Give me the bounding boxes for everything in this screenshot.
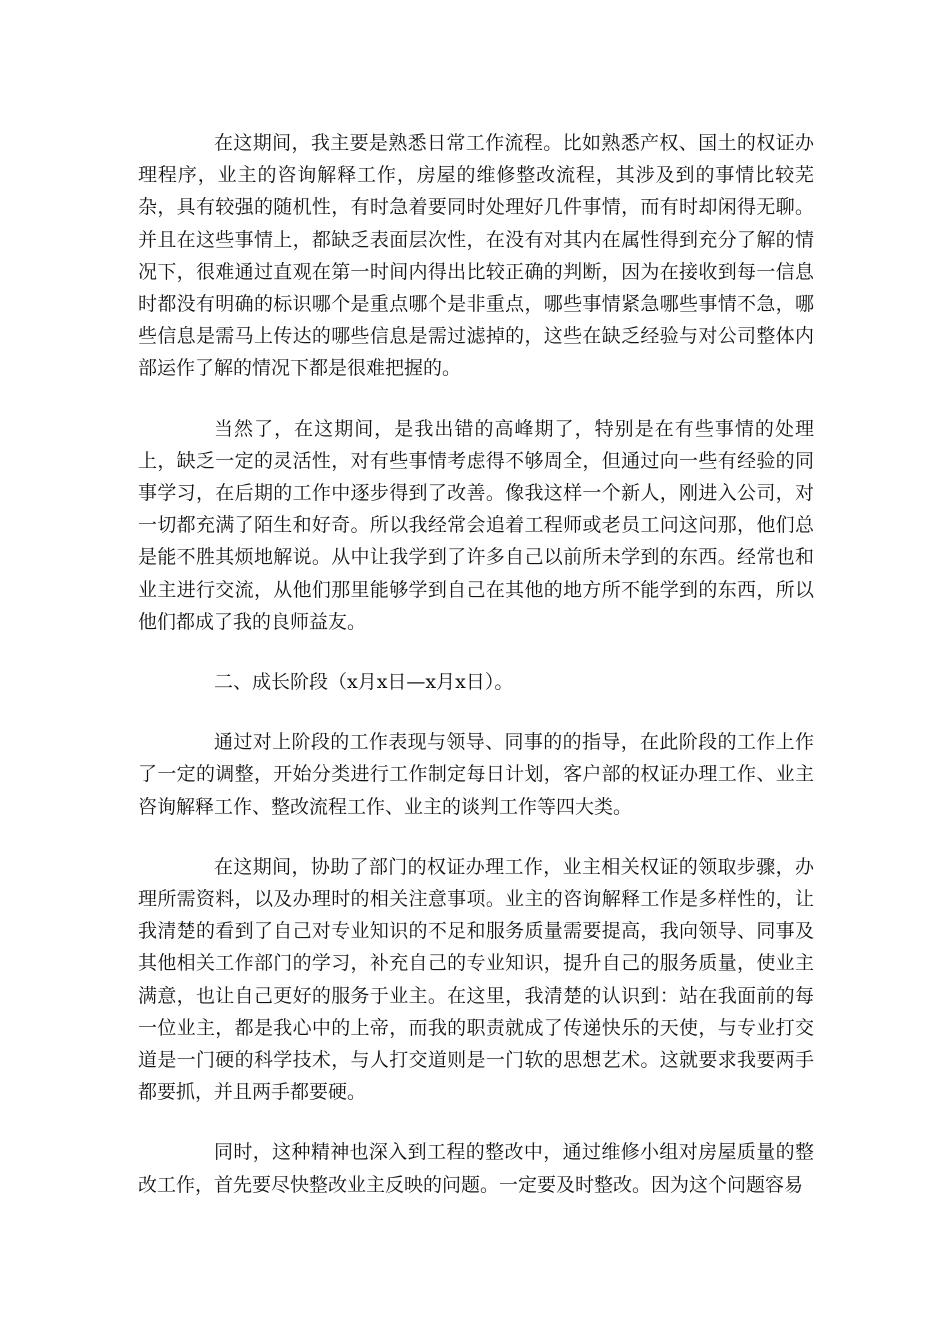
section-heading-growth-stage: 二、成长阶段（x月x日—x月x日）。: [214, 671, 514, 694]
paragraph-adjustment: 通过对上阶段的工作表现与领导、同事的的指导，在此阶段的工作上作了一定的调整，开始分类进行工作制定每日计划，客户部的权证办理工作、业主咨询解释工作、整改流程工作、业主的谈判工作等四大类。: [138, 731, 814, 818]
paragraph-error-peak: 当然了，在这期间，是我出错的高峰期了，特别是在有些事情的处理上，缺乏一定的灵活性，对有些事情考虑得不够周全，但通过向一些有经验的同事学习，在后期的工作中逐步得到了改善。像我这样一个新人，刚进入公司，对一切都充满了陌生和好奇。所以我经常会追着工程师或老员工问这问那，他们总是能不胜其烦地解说。从中让我学到了许多自己以前所未学到的东西。经常也和业主进行交流，从他们那里能够学到自己在其他的地方所不能学到的东西，所以他们都成了我的良师益友。: [138, 417, 814, 633]
document-body: [138, 127, 814, 1229]
paragraph-familiarization: 在这期间，我主要是熟悉日常工作流程。比如熟悉产权、国土的权证办理程序，业主的咨询解释工作，房屋的维修整改流程，其涉及到的事情比较芜杂，具有较强的随机性，有时急着要同时处理好几件事情，而有时却闲得无聊。并且在这些事情上，都缺乏表面层次性，在没有对其内在属性得到充分了解的情况下，很难通过直观在第一时间内得出比较正确的判断，因为在接收到每一信息时都没有明确的标识哪个是重点哪个是非重点，哪些事情紧急哪些事情不急，哪些信息是需马上传达的哪些信息是需过滤掉的，这些在缺乏经验与对公司整体内部运作了解的情况下都是很难把握的。: [138, 132, 814, 380]
paragraph-rectification: 同时，这种精神也深入到工程的整改中，通过维修小组对房屋质量的整改工作，首先要尽快整改业主反映的问题。一定要及时整改。因为这个问题容易: [138, 1141, 814, 1196]
paragraph-certificate-work: 在这期间，协助了部门的权证办理工作，业主相关权证的领取步骤，办理所需资料，以及办理时的相关注意事项。业主的咨询解释工作是多样性的，让我清楚的看到了自己对专业知识的不足和服务质量需要提高，我向领导、同事及其他相关工作部门的学习，补充自己的专业知识，提升自己的服务质量，使业主满意，也让自己更好的服务于业主。在这里，我清楚的认识到：站在我面前的每一位业主，都是我心中的上帝，而我的职责就成了传递快乐的天使，与专业打交道是一门硬的科学技术，与人打交道则是一门软的思想艺术。这就要求我要两手都要抓，并且两手都要硬。: [138, 855, 814, 1104]
